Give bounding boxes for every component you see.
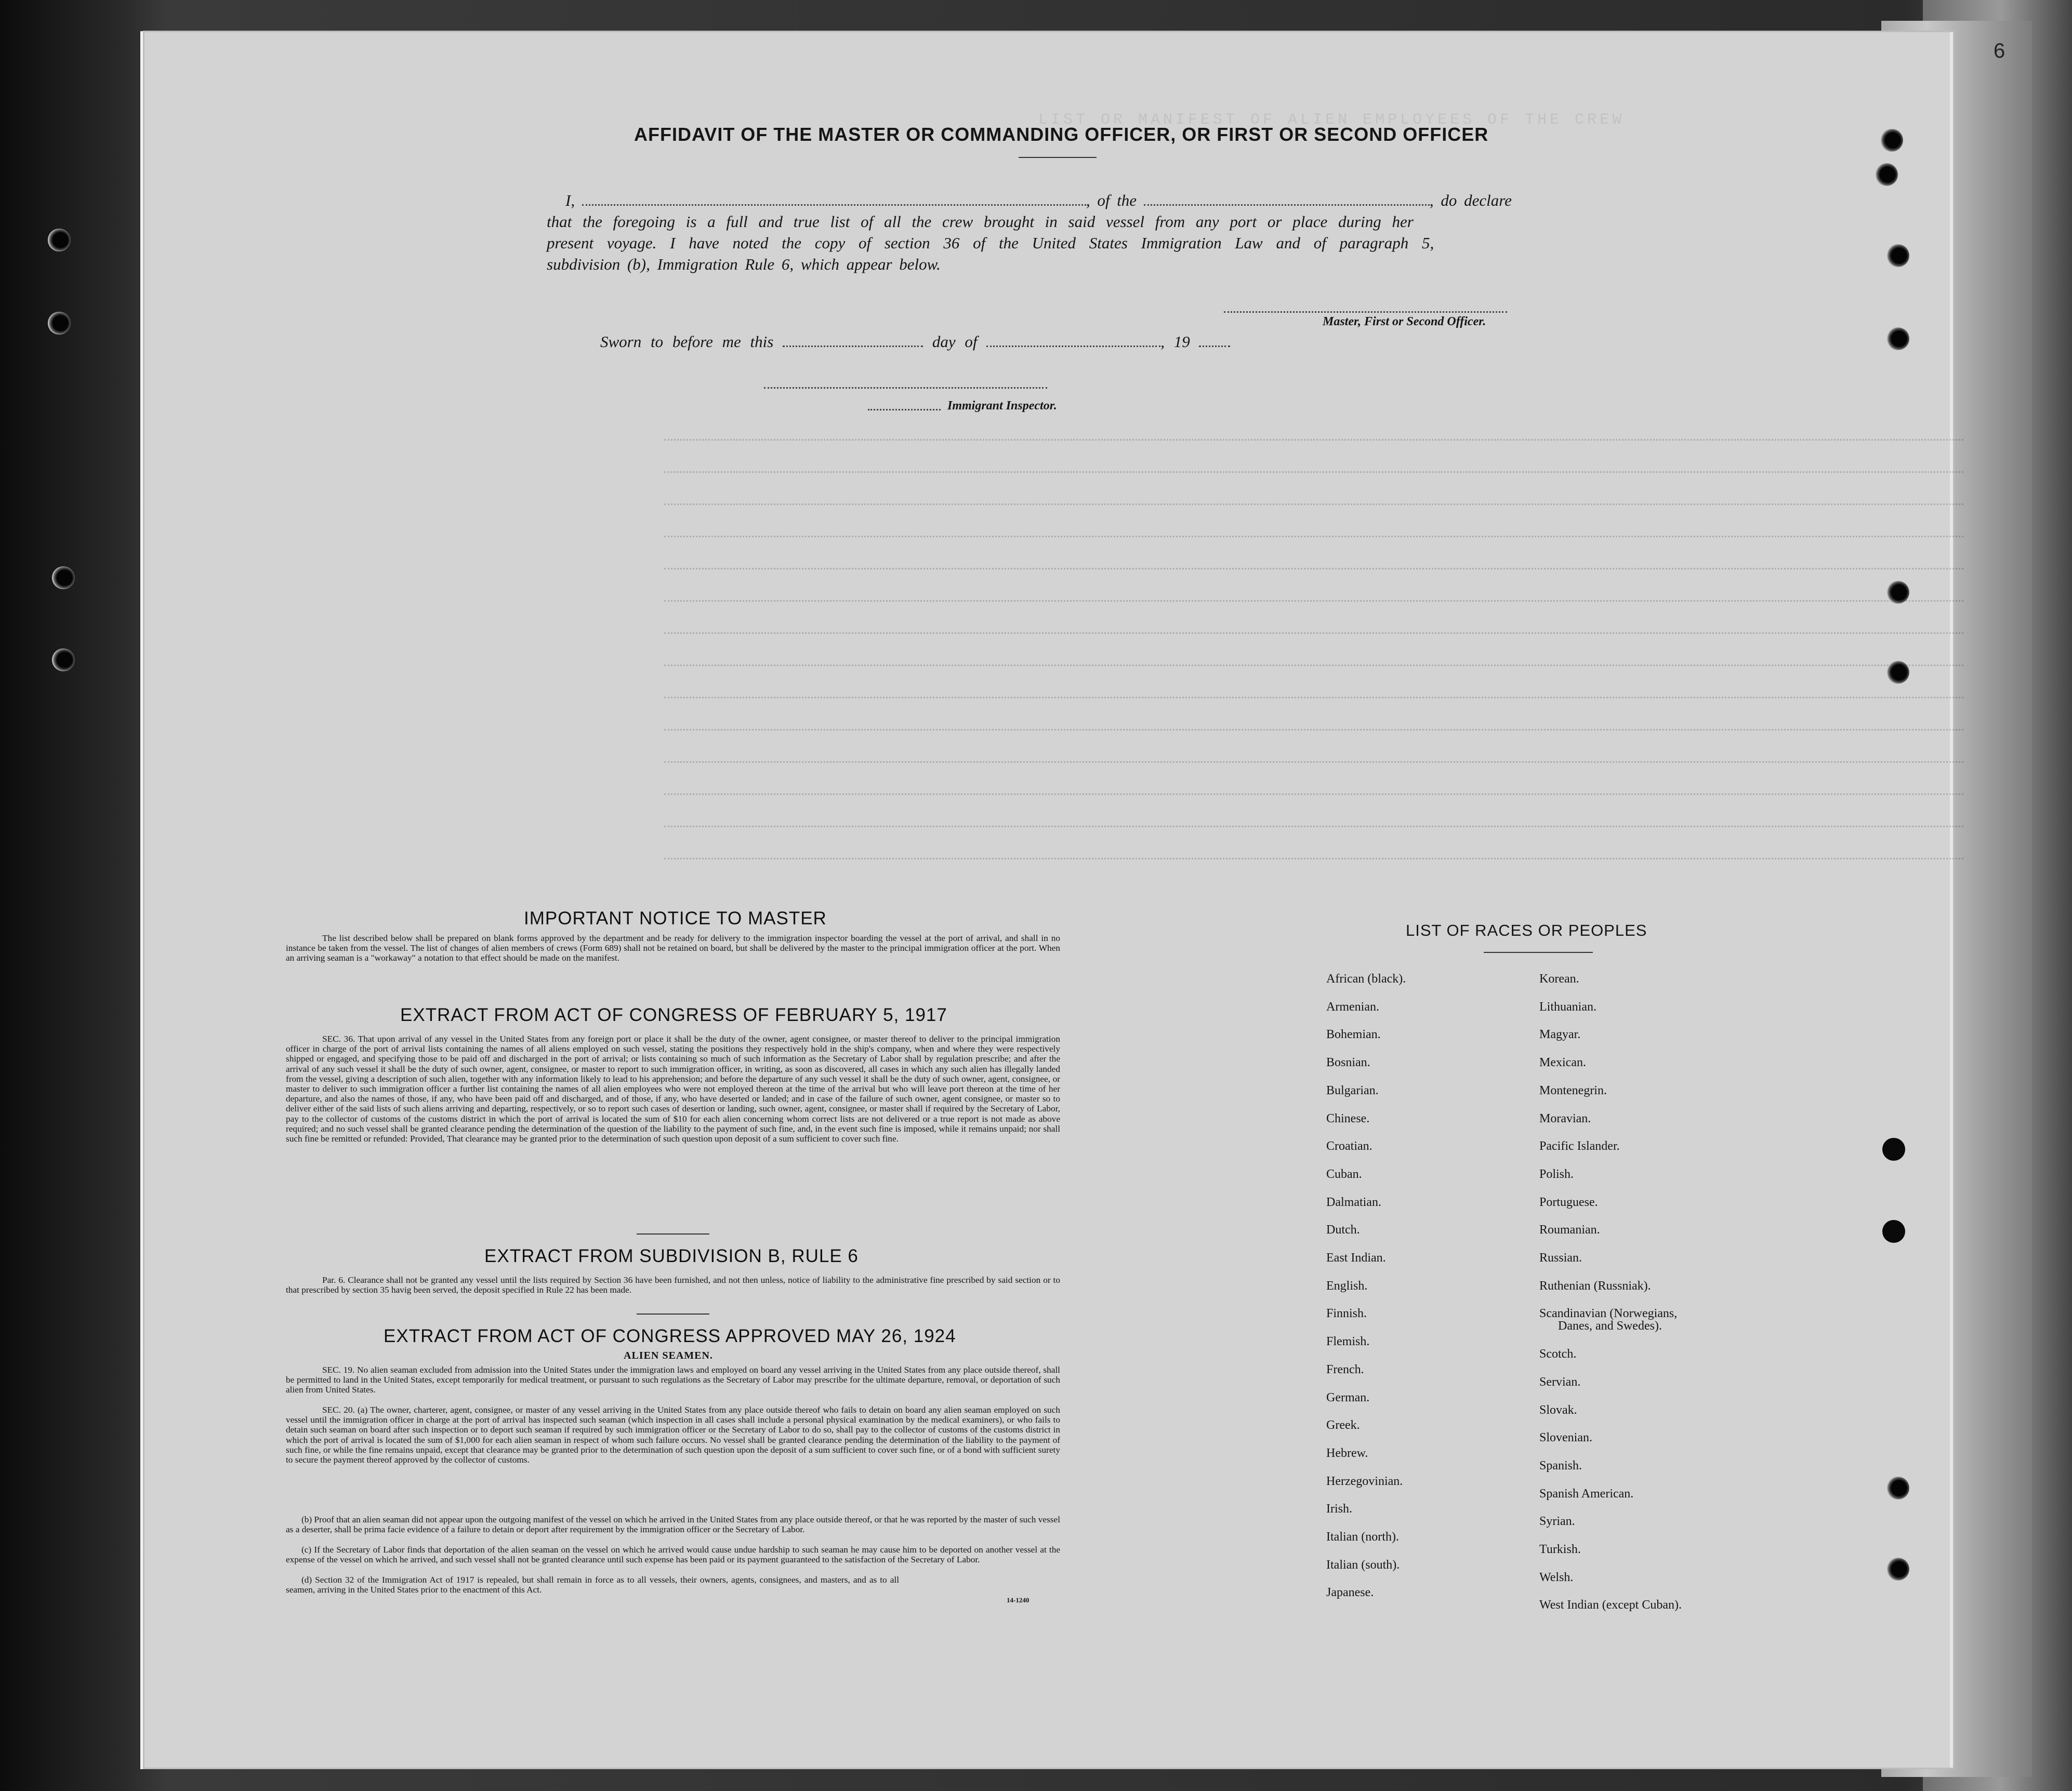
race-item: Italian (south). <box>1326 1558 1400 1572</box>
race-item: Moravian. <box>1539 1111 1591 1125</box>
races-title-rule <box>1484 952 1593 953</box>
sec-19-text: SEC. 19. No alien seaman excluded from admission into the United States under the immigration laws and employed on board any vessel arriving in the United States from any place outside thereof, shall be permitted to land in the United States, except temporarily for medical treatment, or pursuant to such regulations as the Secretary of Labor may prescribe for the ultimate departure, removal, or deportation of such alien from United States. <box>286 1365 1060 1395</box>
extract-1917-title: EXTRACT FROM ACT OF CONGRESS OF FEBRUARY 5, 1917 <box>400 1005 947 1025</box>
race-item: Turkish. <box>1539 1543 1581 1556</box>
bleed-through-row <box>664 826 1963 828</box>
race-item: Bohemian. <box>1326 1028 1381 1042</box>
punch-hole <box>1882 1138 1905 1161</box>
race-item: Irish. <box>1326 1502 1352 1516</box>
race-item: Pacific Islander. <box>1539 1139 1620 1153</box>
punch-hole <box>48 229 71 251</box>
race-item: Slovak. <box>1539 1403 1577 1417</box>
sec-20d-text: (d) Section 32 of the Immigration Act of 1917 is repealed, but shall remain in force as to all vessels, their owners, agents, consignees, and masters, and as to all seamen, arriving in the United States prior to the enactment of this Act. <box>286 1575 899 1595</box>
bleed-through-row <box>664 858 1963 860</box>
bleed-through-row <box>664 665 1963 667</box>
race-item: Roumanian. <box>1539 1223 1600 1237</box>
inspector-caption: Immigrant Inspector. <box>947 399 1057 413</box>
bleed-through-row <box>664 471 1963 474</box>
race-item: Scandinavian (Norwegians, <box>1539 1307 1678 1321</box>
document-page <box>144 32 1953 1768</box>
form-number: 14-1240 <box>1007 1596 1030 1604</box>
race-item: Slovenian. <box>1539 1431 1592 1445</box>
bleed-through-row <box>664 697 1963 699</box>
vessel-name-field[interactable] <box>1144 204 1430 206</box>
extract-rule6-text: Par. 6. Clearance shall not be granted any vessel until the lists required by Section 36 have been furnished, and not then unless, notice of liability to the administrative fine prescribed by said section or to that prescribed by section 35 havig been served, the deposit specified in Rule 22 has been made. <box>286 1275 1060 1295</box>
race-item: Bulgarian. <box>1326 1083 1379 1097</box>
notice-title: IMPORTANT NOTICE TO MASTER <box>524 908 827 928</box>
race-item: Chinese. <box>1326 1111 1370 1125</box>
master-caption: Master, First or Second Officer. <box>1323 315 1486 328</box>
race-item: Russian. <box>1539 1251 1582 1265</box>
sworn-line <box>600 333 1230 351</box>
punch-hole <box>1886 1477 1909 1500</box>
inspector-signature-field[interactable] <box>764 387 1047 389</box>
affidavit-title: AFFIDAVIT OF THE MASTER OR COMMANDING OFFICER, OR FIRST OR SECOND OFFICER <box>634 124 1489 145</box>
race-item: Welsh. <box>1539 1570 1574 1584</box>
title-rule <box>1019 157 1097 158</box>
race-item: Croatian. <box>1326 1139 1372 1153</box>
sworn-month-field[interactable] <box>986 345 1160 347</box>
bleed-through-row <box>664 793 1963 796</box>
bleed-through-row <box>664 632 1963 635</box>
punch-hole <box>1886 661 1909 684</box>
bleed-through-row <box>664 503 1963 506</box>
race-item: Cuban. <box>1326 1167 1362 1181</box>
race-item: Bosnian. <box>1326 1056 1370 1070</box>
master-signature-field[interactable] <box>1224 311 1507 313</box>
race-item: Flemish. <box>1326 1335 1370 1349</box>
race-item: Greek. <box>1326 1418 1360 1432</box>
affidavit-line-2: that the foregoing is a full and true list of all the crew brought in said vessel from any port or place during her <box>547 213 1414 231</box>
race-item: Armenian. <box>1326 1000 1379 1014</box>
race-item: Servian. <box>1539 1375 1581 1389</box>
race-item: Spanish American. <box>1539 1487 1634 1501</box>
extract-1924-title: EXTRACT FROM ACT OF CONGRESS APPROVED MAY 26, 1924 <box>384 1326 956 1346</box>
sworn-prefix: Sworn to before me this <box>600 333 774 351</box>
race-item: Lithuanian. <box>1539 1000 1596 1014</box>
race-item: Mexican. <box>1539 1056 1586 1070</box>
race-item: East Indian. <box>1326 1251 1386 1265</box>
punch-hole <box>1875 163 1898 186</box>
inspector-short-field[interactable] <box>868 408 941 410</box>
race-item: Ruthenian (Russniak). <box>1539 1279 1651 1293</box>
of-the-label: , of the <box>1086 191 1137 209</box>
bleed-through-row <box>664 600 1963 603</box>
race-item: Korean. <box>1539 972 1579 986</box>
notice-text: The list described below shall be prepared on blank forms approved by the department and be ready for delivery to the immigration inspector boarding the vessel at the port of arrival, and shall in no instance be taken from the vessel. The list of changes of alien members of crews (Form 689) shall not be retained on board, but shall be delivered by the master to the principal immigration officer at the port. When an arriving seaman is a "workaway" a notation to that effect should be made on the manifest. <box>286 933 1060 963</box>
page-number-marker: 6 <box>1994 39 2005 62</box>
race-item: Montenegrin. <box>1539 1083 1607 1097</box>
race-item: Dalmatian. <box>1326 1195 1381 1209</box>
section-rule <box>637 1233 709 1235</box>
punch-hole <box>1886 581 1909 604</box>
race-item: Dutch. <box>1326 1223 1360 1237</box>
race-item: Herzegovinian. <box>1326 1474 1403 1488</box>
race-item: German. <box>1326 1390 1370 1404</box>
race-item: African (black). <box>1326 972 1406 986</box>
race-item: French. <box>1326 1362 1364 1376</box>
race-item: Danes, and Swedes). <box>1558 1319 1662 1333</box>
section-rule <box>637 1314 709 1315</box>
affidavit-line-1 <box>565 191 1512 210</box>
bleed-through-row <box>664 536 1963 538</box>
race-item: Portuguese. <box>1539 1195 1598 1209</box>
affidavit-line-4: subdivision (b), Immigration Rule 6, which appear below. <box>547 255 941 273</box>
punch-hole <box>52 648 75 671</box>
sec-20c-text: (c) If the Secretary of Labor finds that deportation of the alien seaman on the vessel on which he arrived would cause undue hardship to such seaman he may cause him to be deported on another vessel at the expense of the vessel on which he arrived, and such vessel shall not be granted clearance until such expense has been paid or its payment guaranteed to the satisfaction of the Secretary of Labor. <box>286 1545 1060 1565</box>
bleed-through-row <box>664 761 1963 764</box>
extract-1917-text: SEC. 36. That upon arrival of any vessel in the United States from any foreign port or place it shall be the duty of the owner, agent consignee, or master thereof to deliver to the principal immigration officer in charge of the port of arrival lists containing the names of all aliens employed on such vessel, stating the positions they respectively hold in the ship's company, when and where they were respectively shipped or engaged, and specifying those to be paid off and discharged in the port of arrival; or lists containing so much of such information as the Secretary of Labor shall by regulation prescribe; and after the arrival of any such vessel it shall be the duty of such owner, agent, consignee, or master to report to such immigration officer, in writing, as soon as discovered, all cases in which any such alien has illegally landed from the vessel, giving a description of such alien, together with any information likely to lead to his apprehension; and before the departure of any such vessel it shall be the duty of such owner, agent, consignee, or master to deliver to such immigration officer a further list containing the names of all alien employees who were not employed thereon at the time of the arrival but who will leave port thereon at the time of her departure, and also the names of those, if any, who have been paid off and discharged, and of those, if any, who have deserted or landed; and in case of the failure of such owner, agent consignee, or master so to deliver either of the said lists of such aliens arriving and departing, respectively, or so to report such cases of desertion or landing, such owner, agent, consignee, or master shall if required by the Secretary of Labor, pay to the collector of customs of the customs district in which the port of arrival is located the sum of $10 for each alien concerning whom correct lists are not delivered or a true report is not made as above required; and no such vessel shall be granted clearance pending the determination of the question of the liability to the payment of such fine, and, in the event such fine is imposed, while it remains unpaid; nor shall such fine be remitted or refunded: Provided, That clearance may be granted prior to the determination of such question upon deposit of a sum sufficient to cover such fine. <box>286 1034 1060 1144</box>
punch-hole <box>1886 244 1909 267</box>
do-declare-label: , do declare <box>1429 191 1512 209</box>
race-item: Polish. <box>1539 1167 1574 1181</box>
sworn-year-field[interactable] <box>1199 345 1230 347</box>
bleed-through-row <box>664 568 1963 571</box>
punch-hole <box>1886 327 1909 350</box>
punch-hole <box>1882 1220 1905 1243</box>
race-item: Finnish. <box>1326 1307 1367 1321</box>
race-item: Hebrew. <box>1326 1446 1368 1460</box>
sworn-day-of-label: day of <box>932 333 978 351</box>
races-title: LIST OF RACES OR PEOPLES <box>1406 921 1647 939</box>
race-item: Magyar. <box>1539 1028 1581 1042</box>
punch-hole <box>48 312 71 335</box>
race-item: Spanish. <box>1539 1458 1582 1472</box>
declarant-prefix: I, <box>565 191 575 209</box>
extract-rule6-title: EXTRACT FROM SUBDIVISION B, RULE 6 <box>484 1246 859 1266</box>
affidavit-line-3: present voyage. I have noted the copy of section 36 of the United States Immigration Law and of paragraph 5, <box>547 234 1434 252</box>
punch-hole <box>52 566 75 589</box>
declarant-name-field[interactable] <box>582 204 1086 206</box>
sec-20b-text: (b) Proof that an alien seaman did not appear upon the outgoing manifest of the vessel on which he arrived in the United States from any place outside thereof, or that he was reported by the master of such vessel as a deserter, shall be prima facie evidence of a failure to detain or deport after requirement by the immigration officer or the Secretary of Labor. <box>286 1515 1060 1535</box>
bleed-through-row <box>664 729 1963 732</box>
race-item: Italian (north). <box>1326 1530 1399 1544</box>
sworn-year-label: , 19 <box>1160 333 1190 351</box>
sec-20a-text: SEC. 20. (a) The owner, charterer, agent, consignee, or master of any vessel arriving in the United States from any place outside thereof who fails to detain on board any alien seaman employed on such vessel until the immigration officer in charge at the port of arrival has inspected such seaman (which inspection in all cases shall include a personal physical examination by the medical examiners), or who fails to detain such seaman on board after such inspection or to deport such seaman if required by such immigration officer or the Secretary of Labor to do so, shall pay to the collector of customs of the customs district in which the port of arrival is located the sum of $1,000 for each alien seaman in respect of whom such failure occurs. No vessel shall be granted clearance pending the determination of the liability to the payment of such fine, or while the fine remains unpaid, except that clearance may be granted prior to the determination of such question upon the deposit of a sum sufficient to cover such fine, or of a bond with sufficient surety to secure the payment thereof approved by the collector of customs. <box>286 1405 1060 1465</box>
punch-hole <box>1880 129 1903 152</box>
race-item: Scotch. <box>1539 1347 1577 1361</box>
race-item: West Indian (except Cuban). <box>1539 1598 1682 1612</box>
sworn-day-field[interactable] <box>783 345 923 347</box>
punch-hole <box>1886 1558 1909 1581</box>
extract-1924-subtitle: ALIEN SEAMEN. <box>624 1350 713 1361</box>
race-item: Syrian. <box>1539 1515 1575 1529</box>
bleed-through-text: LIST OR MANIFEST OF ALIEN EMPLOYEES OF THE CREW <box>1038 111 1625 129</box>
bleed-through-row <box>664 439 1963 442</box>
race-item: English. <box>1326 1279 1368 1293</box>
race-item: Japanese. <box>1326 1586 1374 1600</box>
